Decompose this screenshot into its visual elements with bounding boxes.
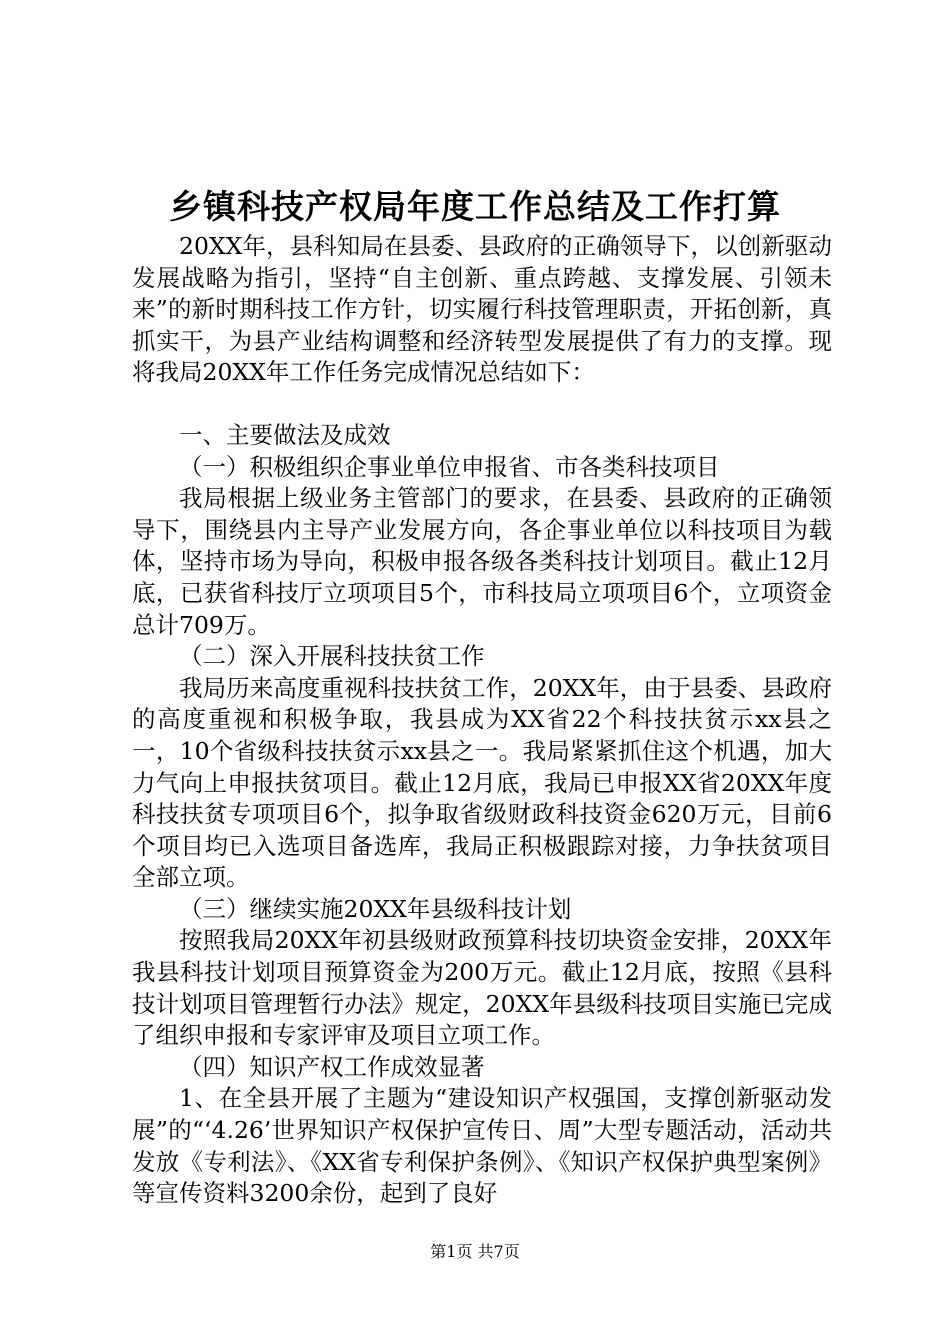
subsection-3-paragraph: 按照我局20XX年初县级财政预算科技切块资金安排，20XX年我县科技计划项目预算资金为200万元。截止12月底，按照《县科技计划项目管理暂行办法》规定，20XX年县级科技项目实施已完成了组织申报和专家评审及项目立项工作。 [132, 926, 832, 1050]
document-body [132, 231, 832, 1210]
subsection-4-item-1: 1、在全县开展了主题为“建设知识产权强国，支撑创新驱动发展”的“‘4.26’世界知识产权保护宣传日、周”大型专题活动，活动共发放《专利法》、《XX省专利保护条例》、《知识产权保护典型案例》等宣传资料3200余份，起到了良好 [132, 1084, 832, 1208]
subsection-heading-3: （三）继续实施20XX年县级科技计划 [179, 894, 572, 923]
section-heading-main-practices: 一、主要做法及成效 [179, 420, 391, 449]
intro-paragraph: 20XX年，县科知局在县委、县政府的正确领导下，以创新驱动发展战略为指引，坚持“自主创新、重点跨越、支撑发展、引领未来”的新时期科技工作方针，切实履行科技管理职责，开拓创新，真抓实干，为县产业结构调整和经济转型发展提供了有力的支撑。现将我局20XX年工作任务完成情况总结如下： [132, 232, 832, 387]
subsection-2-paragraph: 我局历来高度重视科技扶贫工作，20XX年，由于县委、县政府的高度重视和积极争取，我县成为XX省22个科技扶贫示xx县之一，10个省级科技扶贫示xx县之一。我局紧紧抓住这个机遇，加大力气向上申报扶贫项目。截止12月底，我局已申报XX省20XX年度科技扶贫专项项目6个，拟争取省级财政科技资金620万元，目前6个项目均已入选项目备选库，我局正积极跟踪对接，力争扶贫项目全部立项。 [132, 673, 832, 892]
subsection-1-paragraph: 我局根据上级业务主管部门的要求，在县委、县政府的正确领导下，围绕县内主导产业发展方向，各企事业单位以科技项目为载体，坚持市场为导向，积极申报各级各类科技计划项目。截止12月底，已获省科技厅立项项目5个，市科技局立项项目6个，立项资金总计709万。 [132, 484, 832, 639]
subsection-heading-4: （四）知识产权工作成效显著 [179, 1052, 485, 1081]
subsection-heading-1: （一）积极组织企事业单位申报省、市各类科技项目 [179, 452, 720, 481]
document-title: 乡镇科技产权局年度工作总结及工作打算 [169, 187, 781, 226]
page-number-footer: 第1页 共7页 [430, 1242, 520, 1261]
subsection-heading-2: （二）深入开展科技扶贫工作 [179, 642, 485, 671]
